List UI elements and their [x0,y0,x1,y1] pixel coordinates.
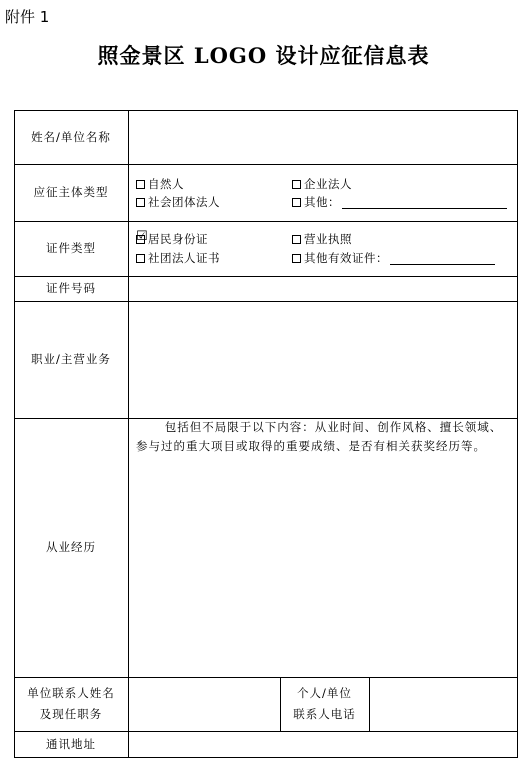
id-number-label: 证件号码 [46,281,96,295]
checkbox[interactable] [292,198,301,207]
entity-option-natural-person[interactable] [136,176,184,192]
other-entity-blank[interactable] [342,196,507,209]
page-title: 照金景区 LOGO 设计应征信息表 [97,43,430,68]
check-mark-icon: ☑ [136,228,149,244]
entity-type-label: 应征主体类型 [33,185,109,199]
option-label: 居民身份证 [148,232,208,246]
info-form-table [14,110,518,758]
other-cert-blank[interactable] [390,252,495,265]
entity-option-enterprise[interactable] [292,176,352,192]
option-label: 社会团体法人 [148,195,220,209]
table-border-bottom [14,757,518,758]
checkbox[interactable] [136,180,145,189]
name-label: 姓名/单位名称 [31,129,111,144]
entity-option-other[interactable] [292,194,507,210]
column-divider [128,110,129,758]
phone-label-line1: 个人/单位 [297,686,352,700]
contact-name-label [14,677,128,731]
occupation-input-cell[interactable] [129,302,517,418]
id-option-resident-id[interactable] [136,228,208,247]
id-option-other-cert[interactable] [292,250,495,266]
address-input-cell[interactable] [129,732,517,757]
checkbox[interactable] [136,198,145,207]
option-label: 企业法人 [304,177,352,191]
id-number-input-cell[interactable] [129,277,517,301]
checkbox[interactable] [292,254,301,263]
annex-label: 附件 1 [5,8,50,26]
phone-input-cell[interactable] [370,678,517,731]
address-label: 通讯地址 [46,736,96,751]
checkbox[interactable] [292,180,301,189]
option-label: 营业执照 [304,232,352,246]
checkbox[interactable] [292,235,301,244]
checkbox[interactable] [136,254,145,263]
phone-label [280,677,369,731]
contact-name-label-line1: 单位联系人姓名 [27,686,115,700]
entity-option-social-group[interactable] [136,194,220,210]
phone-label-line2: 联系人电话 [293,707,356,721]
occupation-label: 职业/主营业务 [31,352,111,366]
name-input-cell[interactable] [129,111,517,164]
contact-name-input-cell[interactable] [129,678,280,731]
checkbox-checked[interactable] [136,228,149,244]
experience-label: 从业经历 [46,540,96,554]
option-label: 其他有效证件： [304,251,388,265]
option-label: 自然人 [148,177,184,191]
id-type-label: 证件类型 [46,241,96,255]
contact-name-label-line2: 及现任职务 [39,707,103,721]
option-label: 社团法人证书 [148,251,220,265]
experience-note[interactable]: 包括但不局限于以下内容：从业时间、创作风格、擅长领域、参与过的重大项目或取得的重要成绩、是否有相关获奖经历等。 [136,420,503,453]
option-label: 其他： [304,195,340,209]
id-option-social-group-cert[interactable] [136,250,220,266]
table-border-right [517,110,518,758]
id-option-business-license[interactable] [292,231,352,247]
